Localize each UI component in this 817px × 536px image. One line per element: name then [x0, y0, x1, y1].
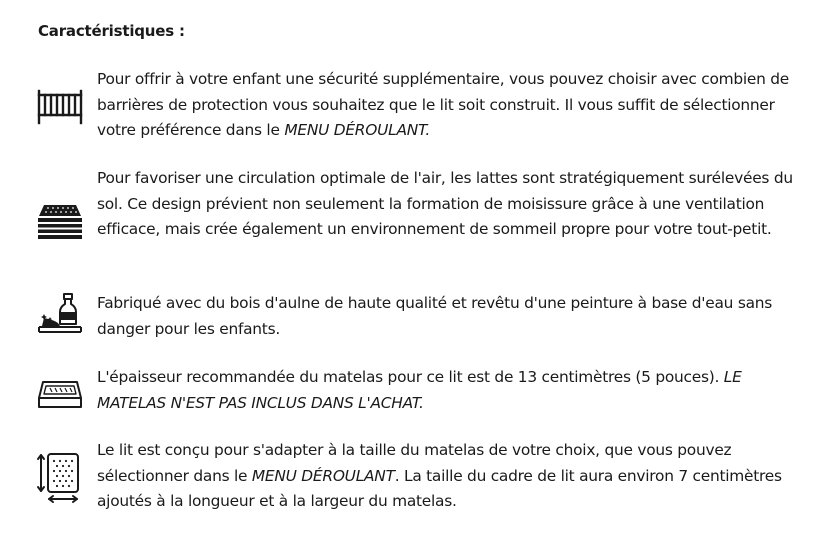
feature-text: L'épaisseur recommandée du matelas pour ce lit est de 13 centimètres (5 pouces). LE MATELAS N'EST PAS INCLUS DANS L'ACHAT.	[97, 368, 742, 412]
crib-rails-icon	[36, 87, 84, 127]
section-heading: Caractéristiques :	[38, 22, 185, 40]
feature-text: Pour favoriser une circulation optimale de l'air, les lattes sont stratégiquement surélevées du sol. Ce design prévient non seulement la formation de moisissure grâce à une ventilation efficace, mais crée également un environnement de sommeil propre pour votre tout-petit.	[97, 169, 793, 238]
feature-text: Pour offrir à votre enfant une sécurité supplémentaire, vous pouvez choisir avec combien de barrières de protection vous souhaitez que le lit soit construit. Il vous suffit de sélectionner votre préférence dans le MENU DÉROULANT.	[97, 70, 789, 139]
mattress-dimensions-icon	[36, 452, 84, 492]
feature-text: Fabriqué avec du bois d'aulne de haute qualité et revêtu d'une peinture à base d'eau sans danger pour les enfants.	[97, 294, 773, 338]
paint-bottle-icon	[36, 292, 84, 332]
slatted-base-icon	[36, 202, 84, 242]
feature-text: Le lit est conçu pour s'adapter à la taille du matelas de votre choix, que vous pouvez sélectionner dans le MENU DÉROULANT. La taille du cadre de lit aura environ 7 centimètres ajoutés à la longueur et à la largeur du matelas.	[97, 441, 782, 510]
mattress-icon	[36, 378, 84, 418]
